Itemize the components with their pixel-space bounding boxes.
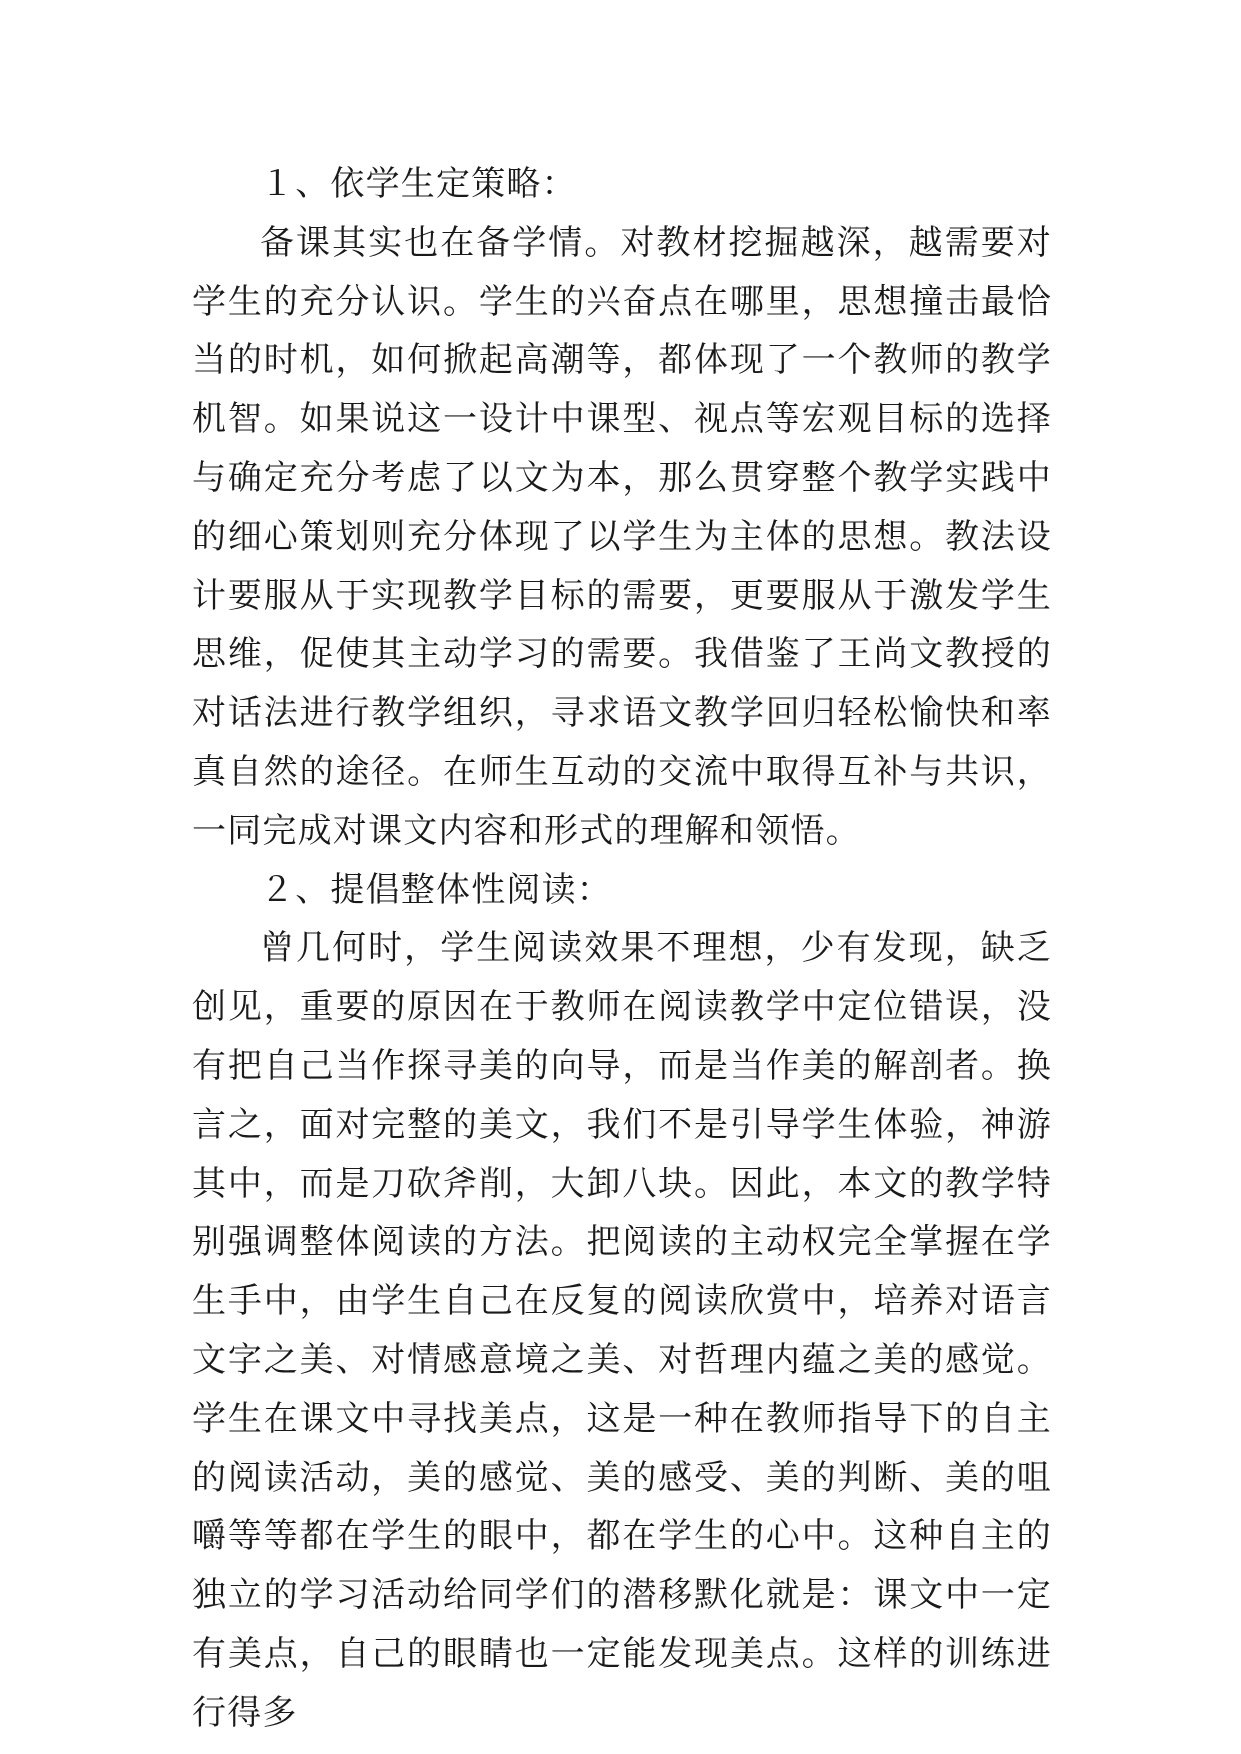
document-body: [192, 155, 1052, 1743]
section-paragraph-1: 备课其实也在备学情。对教材挖掘越深，越需要对学生的充分认识。学生的兴奋点在哪里，思想撞击最恰当的时机，如何掀起高潮等，都体现了一个教师的教学机智。如果说这一设计中课型、视点等宏观目标的选择与确定充分考虑了以文为本，那么贯穿整个教学实践中的细心策划则充分体现了以学生为主体的思想。教法设计要服从于实现教学目标的需要，更要服从于激发学生思维，促使其主动学习的需要。我借鉴了王尚文教授的对话法进行教学组织，寻求语文教学回归轻松愉快和率真自然的途径。在师生互动的交流中取得互补与共识，一同完成对课文内容和形式的理解和领悟。: [192, 222, 1052, 851]
section-paragraph-2: 曾几何时，学生阅读效果不理想，少有发现，缺乏创见，重要的原因在于教师在阅读教学中定位错误，没有把自己当作探寻美的向导，而是当作美的解剖者。换言之，面对完整的美文，我们不是引导学生体验，神游其中，而是刀砍斧削，大卸八块。因此，本文的教学特别强调整体阅读的方法。把阅读的主动权完全掌握在学生手中，由学生自己在反复的阅读欣赏中，培养对语言文字之美、对情感意境之美、对哲理内蕴之美的感觉。学生在课文中寻找美点，这是一种在教师指导下的自主的阅读活动，美的感觉、美的感受、美的判断、美的咀嚼等等都在学生的眼中，都在学生的心中。这种自主的独立的学习活动给同学们的潜移默化就是：课文中一定有美点，自己的眼睛也一定能发现美点。这样的训练进行得多: [192, 928, 1052, 1733]
section-heading-2: ２、提倡整体性阅读：: [260, 869, 612, 910]
section-heading-1: １、依学生定策略：: [260, 164, 577, 204]
